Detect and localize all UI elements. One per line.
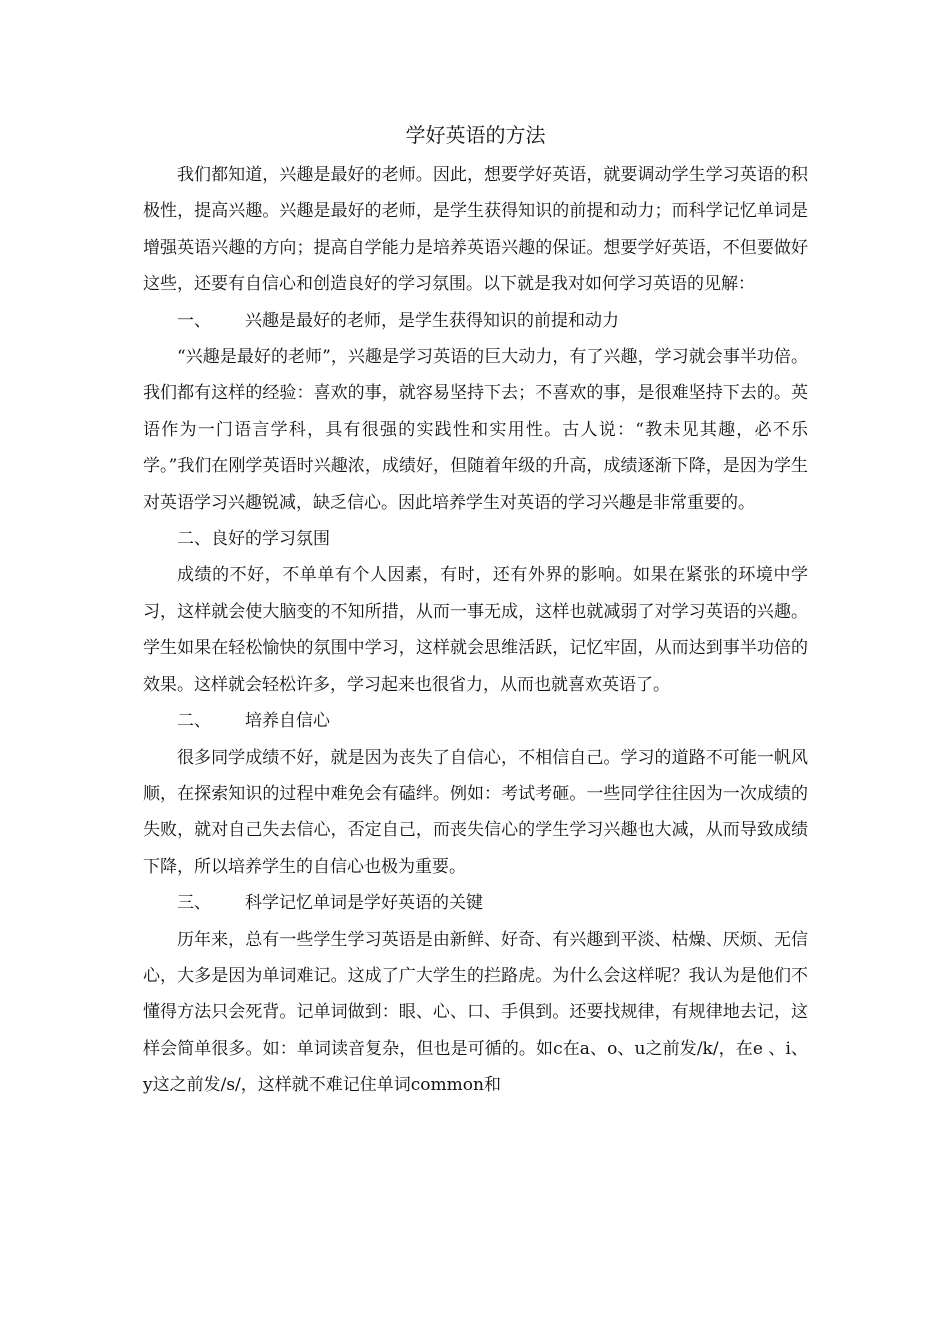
section-paragraph-1: “兴趣是最好的老师”，兴趣是学习英语的巨大动力，有了兴趣，学习就会事半功倍。我们都有这样的经验：喜欢的事，就容易坚持下去；不喜欢的事，是很难坚持下去的。英语作为一门语言学科，具有很强的实践性和实用性。古人说：“教未见其趣，必不乐学。”我们在刚学英语时兴趣浓，成绩好，但随着年级的升高，成绩逐渐下降，是因为学生对英语学习兴趣锐减，缺乏信心。因此培养学生对英语的学习兴趣是非常重要的。 <box>143 347 808 513</box>
intro-paragraph: 我们都知道，兴趣是最好的老师。因此，想要学好英语，就要调动学生学习英语的积极性，提高兴趣。兴趣是最好的老师，是学生获得知识的前提和动力；而科学记忆单词是增强英语兴趣的方向；提高自学能力是培养英语兴趣的保证。想要学好英语，不但要做好这些，还要有自信心和创造良好的学习氛围。以下就是我对如何学习英语的见解： <box>143 165 808 295</box>
document-page <box>143 0 808 1344</box>
section-paragraph-3: 很多同学成绩不好，就是因为丧失了自信心，不相信自己。学习的道路不可能一帆风顺，在探索知识的过程中难免会有磕绊。例如：考试考砸。一些同学往往因为一次成绩的失败，就对自己失去信心，否定自己，而丧失信心的学生学习兴趣也大减，从而导致成绩下降，所以培养学生的自信心也极为重要。 <box>143 747 808 877</box>
section-heading-3 <box>143 703 808 739</box>
section-number-3: 二、 <box>177 711 211 732</box>
section-heading-2 <box>143 521 808 557</box>
section-number-1: 一、 <box>177 310 211 331</box>
section-heading-4 <box>143 885 808 921</box>
section-heading-1 <box>143 303 808 339</box>
section-paragraph-2: 成绩的不好，不单单有个人因素，有时，还有外界的影响。如果在紧张的环境中学习，这样就会使大脑变的不知所措，从而一事无成，这样也就减弱了对学习英语的兴趣。学生如果在轻松愉快的氛围中学习，这样就会思维活跃，记忆牢固，从而达到事半功倍的效果。这样就会轻松许多，学习起来也很省力，从而也就喜欢英语了。 <box>143 565 808 695</box>
section-title-1: 兴趣是最好的老师，是学生获得知识的前提和动力 <box>245 310 619 331</box>
section-number-2: 二、 <box>177 529 211 550</box>
section-title-3: 培养自信心 <box>245 711 330 732</box>
document-body <box>143 157 808 1104</box>
section-number-4: 三、 <box>177 893 211 914</box>
section-title-4: 科学记忆单词是学好英语的关键 <box>245 893 483 914</box>
document-title: 学好英语的方法 <box>405 123 546 147</box>
section-title-2: 良好的学习氛围 <box>211 529 330 550</box>
section-paragraph-4: 历年来，总有一些学生学习英语是由新鲜、好奇、有兴趣到平淡、枯燥、厌烦、无信心，大多是因为单词难记。这成了广大学生的拦路虎。为什么会这样呢？我认为是他们不懂得方法只会死背。记单词做到：眼、心、口、手俱到。还要找规律，有规律地去记，这样会简单很多。如：单词读音复杂，但也是可循的。如c在a、o、u之前发/k/，在e 、i、y这之前发/s/，这样就不难记住单词common和 <box>143 929 808 1096</box>
